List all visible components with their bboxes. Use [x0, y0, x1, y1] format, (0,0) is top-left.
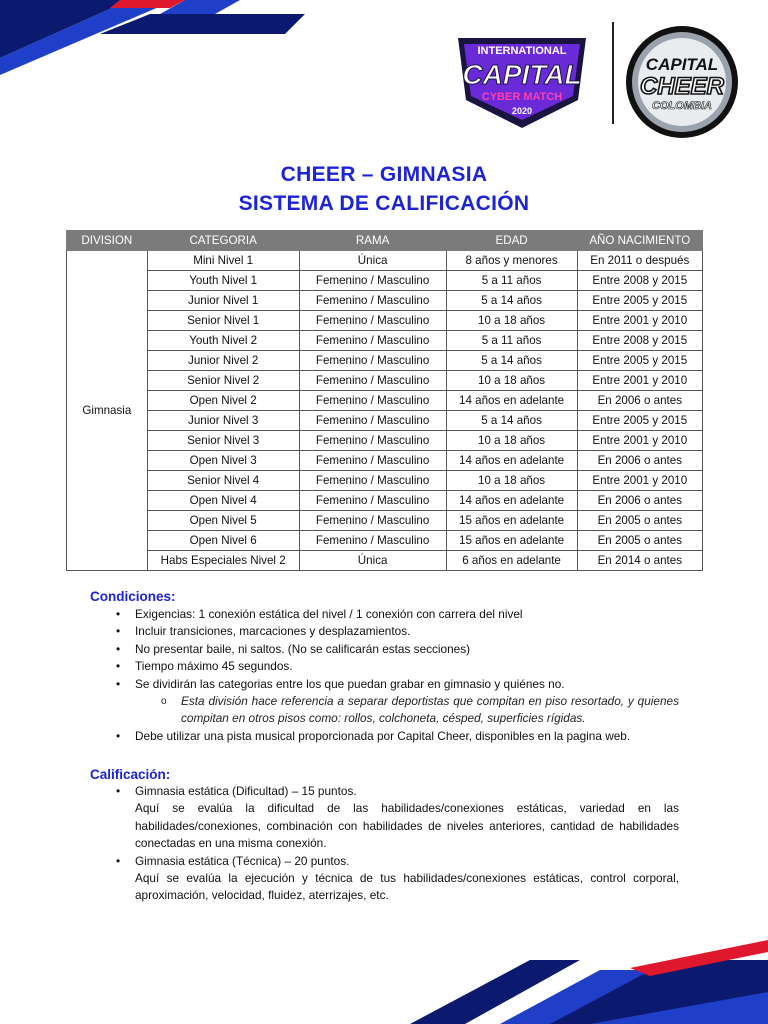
table-row	[67, 311, 703, 331]
list-item: • Tiempo máximo 45 segundos.	[135, 658, 679, 675]
edad-cell: 10 a 18 años	[446, 471, 577, 491]
list-item-title: • Gimnasia estática (Técnica) – 20 puntos.	[135, 853, 350, 868]
edad-cell: 5 a 11 años	[446, 271, 577, 291]
rama-cell: Única	[299, 551, 446, 571]
categoria-cell: Youth Nivel 2	[147, 331, 299, 351]
categoria-cell: Senior Nivel 4	[147, 471, 299, 491]
table-row	[67, 511, 703, 531]
ano-cell: En 2014 o antes	[577, 551, 702, 571]
rama-cell: Femenino / Masculino	[299, 291, 446, 311]
rama-cell: Femenino / Masculino	[299, 271, 446, 291]
svg-text:2020: 2020	[511, 106, 533, 116]
edad-cell: 5 a 14 años	[446, 351, 577, 371]
edad-cell: 10 a 18 años	[446, 371, 577, 391]
categories-table	[66, 230, 703, 571]
condiciones-list	[135, 606, 679, 745]
categoria-cell: Senior Nivel 1	[147, 311, 299, 331]
categoria-cell: Open Nivel 4	[147, 491, 299, 511]
ano-cell: En 2005 o antes	[577, 511, 702, 531]
ano-cell: Entre 2008 y 2015	[577, 271, 702, 291]
svg-text:CAPITAL: CAPITAL	[462, 59, 582, 90]
table-row	[67, 351, 703, 371]
sub-list-item: o Esta división hace referencia a separar deportistas que compitan en piso resortado, y quienes compitan en otros pisos como: rollos, colchoneta, césped, superficies rígidas.	[181, 693, 679, 728]
table-row	[67, 371, 703, 391]
ano-cell: Entre 2005 y 2015	[577, 411, 702, 431]
header-rama: RAMA	[299, 231, 446, 251]
table-row	[67, 411, 703, 431]
list-item-title: • Gimnasia estática (Dificultad) – 15 puntos.	[135, 784, 357, 798]
table-row	[67, 291, 703, 311]
categoria-cell: Open Nivel 3	[147, 451, 299, 471]
table-row	[67, 451, 703, 471]
list-item: • Incluir transiciones, marcaciones y desplazamientos.	[135, 623, 679, 640]
rama-cell: Femenino / Masculino	[299, 371, 446, 391]
condiciones-heading: Condiciones:	[90, 589, 176, 604]
edad-cell: 6 años en adelante	[446, 551, 577, 571]
rama-cell: Única	[299, 251, 446, 271]
top-left-stripes	[0, 0, 310, 80]
header-logos	[440, 18, 760, 128]
edad-cell: 5 a 14 años	[446, 411, 577, 431]
calificacion-list	[135, 783, 679, 905]
edad-cell: 15 años en adelante	[446, 511, 577, 531]
list-item-description: Aquí se evalúa la dificultad de las habilidades/conexiones estáticas, variedad en las habilidades/conexiones, combinación con habilidades de niveles anteriores, cantidad de habilidades conectadas en una misma conexión.	[135, 801, 679, 851]
ano-cell: Entre 2008 y 2015	[577, 331, 702, 351]
ano-cell: En 2006 o antes	[577, 491, 702, 511]
list-item-description: Aquí se evalúa la ejecución y técnica de tus habilidades/conexiones estáticas, control corporal, aproximación, velocidad, fluidez, aterrizajes, etc.	[135, 871, 679, 903]
international-capital-cyber-match-logo	[448, 30, 596, 130]
edad-cell: 14 años en adelante	[446, 491, 577, 511]
edad-cell: 10 a 18 años	[446, 431, 577, 451]
edad-cell: 15 años en adelante	[446, 531, 577, 551]
ano-cell: Entre 2001 y 2010	[577, 431, 702, 451]
categoria-cell: Habs Especiales Nivel 2	[147, 551, 299, 571]
categoria-cell: Junior Nivel 1	[147, 291, 299, 311]
rama-cell: Femenino / Masculino	[299, 431, 446, 451]
list-item: • No presentar baile, ni saltos. (No se calificarán estas secciones)	[135, 641, 679, 658]
categoria-cell: Junior Nivel 2	[147, 351, 299, 371]
svg-text:INTERNATIONAL: INTERNATIONAL	[477, 45, 567, 57]
svg-text:CHEER: CHEER	[639, 73, 725, 100]
rama-cell: Femenino / Masculino	[299, 451, 446, 471]
categoria-cell: Mini Nivel 1	[147, 251, 299, 271]
ano-cell: Entre 2005 y 2015	[577, 351, 702, 371]
categoria-cell: Open Nivel 2	[147, 391, 299, 411]
page-subtitle: SISTEMA DE CALIFICACIÓN	[238, 192, 530, 215]
ano-cell: En 2005 o antes	[577, 531, 702, 551]
edad-cell: 5 a 14 años	[446, 291, 577, 311]
edad-cell: 5 a 11 años	[446, 331, 577, 351]
categoria-cell: Open Nivel 6	[147, 531, 299, 551]
ano-cell: En 2011 o después	[577, 251, 702, 271]
ano-cell: Entre 2001 y 2010	[577, 311, 702, 331]
ano-cell: Entre 2001 y 2010	[577, 471, 702, 491]
table-row	[67, 331, 703, 351]
edad-cell: 10 a 18 años	[446, 311, 577, 331]
list-item: • Se dividirán las categorias entre los que puedan grabar en gimnasio y quiénes no.	[135, 676, 679, 693]
rama-cell: Femenino / Masculino	[299, 391, 446, 411]
capital-cheer-colombia-logo	[622, 22, 742, 142]
rama-cell: Femenino / Masculino	[299, 531, 446, 551]
table-row	[67, 251, 703, 271]
table-body	[67, 251, 703, 571]
table-row	[67, 431, 703, 451]
categoria-cell: Open Nivel 5	[147, 511, 299, 531]
header-ano-nacimiento: AÑO NACIMIENTO	[577, 231, 702, 251]
svg-text:CAPITAL: CAPITAL	[645, 55, 719, 74]
ano-cell: En 2006 o antes	[577, 391, 702, 411]
categoria-cell: Youth Nivel 1	[147, 271, 299, 291]
rama-cell: Femenino / Masculino	[299, 471, 446, 491]
list-item: • Debe utilizar una pista musical proporcionada por Capital Cheer, disponibles en la pagina web.	[135, 728, 679, 745]
rama-cell: Femenino / Masculino	[299, 491, 446, 511]
categoria-cell: Senior Nivel 3	[147, 431, 299, 451]
list-item: • Exigencias: 1 conexión estática del nivel / 1 conexión con carrera del nivel	[135, 606, 679, 623]
table-row	[67, 551, 703, 571]
ano-cell: Entre 2005 y 2015	[577, 291, 702, 311]
list-item	[135, 783, 679, 853]
categoria-cell: Junior Nivel 3	[147, 411, 299, 431]
header-division: DIVISION	[67, 231, 148, 251]
calificacion-heading: Calificación:	[90, 767, 171, 782]
svg-text:COLOMBIA: COLOMBIA	[652, 100, 712, 112]
rama-cell: Femenino / Masculino	[299, 511, 446, 531]
page-title: CHEER – GIMNASIA	[280, 163, 488, 186]
header-edad: EDAD	[446, 231, 577, 251]
table-row	[67, 471, 703, 491]
edad-cell: 14 años en adelante	[446, 391, 577, 411]
rama-cell: Femenino / Masculino	[299, 331, 446, 351]
rama-cell: Femenino / Masculino	[299, 411, 446, 431]
table-row	[67, 391, 703, 411]
rama-cell: Femenino / Masculino	[299, 311, 446, 331]
table-row	[67, 491, 703, 511]
division-cell: Gimnasia	[67, 251, 148, 571]
header-categoria: CATEGORIA	[147, 231, 299, 251]
list-item	[135, 853, 679, 905]
rama-cell: Femenino / Masculino	[299, 351, 446, 371]
ano-cell: En 2006 o antes	[577, 451, 702, 471]
bottom-right-stripes	[370, 940, 768, 1024]
edad-cell: 8 años y menores	[446, 251, 577, 271]
table-header-row	[67, 231, 703, 251]
logo-separator	[612, 22, 614, 124]
edad-cell: 14 años en adelante	[446, 451, 577, 471]
table-row	[67, 531, 703, 551]
ano-cell: Entre 2001 y 2010	[577, 371, 702, 391]
svg-text:CYBER MATCH: CYBER MATCH	[481, 91, 563, 103]
categoria-cell: Senior Nivel 2	[147, 371, 299, 391]
table-row	[67, 271, 703, 291]
